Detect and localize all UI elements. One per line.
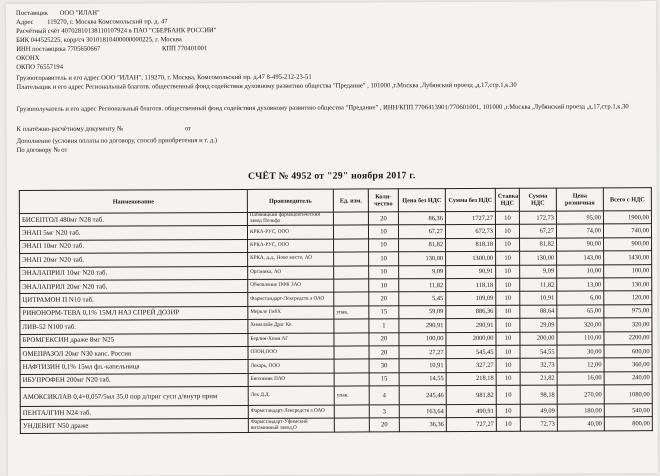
item-quantity: 20	[369, 418, 399, 432]
item-total: 540,00	[604, 404, 652, 418]
item-total: 320,00	[604, 318, 652, 332]
item-vat-rate: 10	[496, 385, 520, 404]
item-unit	[333, 225, 368, 239]
item-total: 800,00	[604, 417, 652, 431]
col-header-price: Цена без НДС	[398, 189, 445, 212]
item-price: 290,91	[399, 319, 446, 333]
address-line	[16, 18, 172, 27]
item-quantity: 1	[369, 319, 399, 333]
item-total: 1900,00	[603, 211, 651, 225]
item-vat-rate: 10	[496, 251, 520, 264]
item-unit	[334, 239, 369, 253]
item-price: 86,36	[398, 212, 445, 226]
col-header-total: Всего с НДС	[603, 188, 651, 211]
item-price: 11,82	[399, 279, 446, 293]
item-vat-sum: 54,55	[520, 345, 557, 359]
okonh-line: ОКОНХ	[16, 54, 40, 62]
item-price: 9,09	[399, 265, 446, 279]
item-sum: 981,82	[446, 385, 496, 404]
item-vat-rate: 10	[496, 238, 520, 251]
item-manufacturer: ОЗОН,ООО	[248, 346, 334, 360]
col-header-retail-price: Цена розничная	[556, 188, 603, 211]
item-total: 360,00	[604, 358, 652, 372]
item-unit: упак.	[334, 386, 369, 405]
item-retail-price: 65,00	[557, 305, 604, 319]
item-manufacturer: Фармстандарт-Уфимский витаминный завод,О	[248, 419, 334, 433]
item-name: ЭНАЛАПРИЛ 10мг N20 таб.	[20, 266, 248, 280]
addition-line: Дополнение (условия оплаты по договору, способ приобретения и т. д.)	[16, 137, 218, 145]
item-retail-price: 13,00	[557, 278, 604, 292]
item-manufacturer: Фармстандарт-Лексредств а ОАО	[248, 292, 334, 306]
item-retail-price: 10,00	[557, 264, 604, 278]
item-price: 100,00	[399, 332, 446, 346]
item-quantity: 10	[369, 279, 399, 293]
item-vat-rate: 10	[496, 265, 520, 278]
item-total: 900,00	[604, 237, 652, 251]
item-quantity: 20	[368, 212, 398, 226]
item-manufacturer: Хималайя Драг Ко.	[248, 319, 334, 333]
item-vat-rate: 10	[495, 225, 519, 238]
item-price: 67,27	[398, 225, 445, 239]
item-vat-sum: 11,82	[520, 278, 557, 292]
item-quantity: 30	[369, 359, 399, 373]
item-sum: 886,36	[446, 305, 496, 319]
item-vat-rate: 10	[496, 278, 520, 291]
item-sum: 109,09	[446, 292, 496, 306]
item-price: 10,91	[399, 359, 446, 373]
item-total: 100,00	[604, 264, 652, 278]
item-vat-sum: 130,00	[520, 251, 557, 265]
item-total: 600,00	[604, 345, 652, 359]
consignee-line: Грузополучатель и его адрес Региональный благотв. общественный фонд содействия духовному развитию общества "Предание" , ИНН/КПП 7706413901/770601001, 101000 ,г.Москва ,Лубянский проезд ,д.17,стр.1,к.30	[16, 103, 629, 113]
item-price: 81,82	[399, 238, 446, 252]
table-header-row	[19, 188, 651, 214]
address-value: 119270, г. Москва Комсомольский пр. д. 47	[47, 18, 168, 26]
item-unit	[334, 252, 369, 266]
item-total: 120,00	[604, 291, 652, 305]
invoice-title: СЧЁТ № 4952 от "29" ноября 2017 г.	[248, 170, 416, 182]
item-total: 130,00	[604, 278, 652, 292]
supplier-name: ООО "ИЛАН"	[59, 9, 100, 17]
item-quantity: 4	[369, 386, 399, 405]
item-name: БИСЕПТОЛ 480мг N28 таб.	[19, 212, 247, 226]
item-name: ЭНАП 5мг N20 таб.	[19, 226, 247, 240]
item-quantity: 20	[369, 346, 399, 360]
payer-line: Плательщик и его адрес Региональный благотв. общественный фонд содействия духовному развитию общества "Предание" , 101000 ,г.Москва ,Лубянский проезд ,д.17,стр.1,к.30	[16, 81, 517, 91]
inn-label: ИНН поставщика 7705650667	[16, 45, 101, 53]
item-unit	[334, 265, 369, 279]
item-vat-sum: 200,00	[520, 332, 557, 346]
item-quantity: 10	[369, 239, 399, 253]
supplier-label: Поставщик	[16, 9, 49, 17]
item-total: 740,00	[603, 224, 651, 238]
item-total: 975,00	[604, 304, 652, 318]
item-unit	[334, 319, 369, 333]
item-quantity: 15	[369, 306, 399, 320]
item-sum: 290,91	[446, 318, 496, 332]
item-unit	[334, 359, 369, 373]
item-retail-price: 74,00	[556, 224, 603, 238]
item-retail-price: 16,00	[557, 372, 604, 386]
item-vat-sum: 29,09	[520, 318, 557, 332]
item-sum: 727,27	[446, 418, 496, 432]
item-retail-price: 270,00	[557, 385, 604, 404]
item-price: 130,00	[399, 252, 446, 266]
item-retail-price: 40,00	[557, 417, 604, 431]
supplier-line	[16, 10, 104, 18]
item-vat-sum: 21,82	[520, 372, 557, 386]
item-manufacturer: Лек Д.Д.	[248, 386, 334, 405]
item-retail-price: 95,00	[556, 211, 603, 225]
item-retail-price: 110,00	[557, 331, 604, 345]
item-vat-rate: 10	[496, 305, 520, 318]
item-retail-price: 143,00	[557, 251, 604, 265]
col-header-quantity: Коли-чество	[368, 189, 398, 212]
item-name: НАФТИЗИН 0,1% 15мл фл.-капельница	[20, 360, 248, 374]
item-vat-sum: 9,09	[520, 265, 557, 279]
item-quantity: 10	[368, 225, 398, 239]
table-row	[20, 417, 652, 433]
item-unit	[333, 212, 368, 226]
item-manufacturer: Берлин-Хеми АГ	[248, 333, 334, 347]
item-price: 27,27	[399, 345, 446, 359]
col-header-unit: Ед. изм.	[333, 189, 368, 212]
item-quantity: 3	[369, 405, 399, 419]
item-manufacturer: Пабяницкий фармацевтический завод Польфа	[247, 212, 333, 226]
item-price: 5,45	[399, 292, 446, 306]
item-name: БРОМГЕКСИН драже 8мг N25	[20, 333, 248, 347]
item-name: ЭНАП 20мг N20 таб.	[20, 253, 248, 267]
item-sum: 327,27	[446, 359, 496, 373]
contract-line: По договору № от	[16, 146, 68, 154]
item-vat-sum: 98,18	[520, 385, 557, 404]
item-vat-rate: 10	[496, 332, 520, 345]
item-total: 1080,00	[604, 385, 652, 404]
item-name: РИНОНОРМ-ТЕВА 0,1% 15МЛ НАЗ СПРЕЙ ДОЗИР	[20, 306, 248, 320]
item-sum: 218,18	[446, 372, 496, 386]
item-total: 240,00	[604, 371, 652, 385]
item-retail-price: 320,00	[557, 318, 604, 332]
item-name: ИБУПРОФЕН 200мг N20 таб.	[20, 373, 248, 387]
item-vat-rate: 10	[496, 292, 520, 305]
item-sum: 1727,27	[445, 211, 495, 225]
item-sum: 118,18	[446, 278, 496, 292]
col-header-vat-sum: Сумма НДС	[519, 188, 556, 211]
col-header-name: Наименование	[19, 189, 247, 213]
item-name: ЦИТРАМОН П N10 таб.	[20, 293, 248, 307]
payment-doc-from: от	[184, 125, 191, 133]
payment-doc-label: К платёжно-расчётному документу №	[16, 125, 124, 133]
item-sum: 672,73	[445, 225, 495, 239]
item-name: ЛИВ-52 N100 таб.	[20, 320, 248, 334]
item-vat-sum: 172,73	[519, 211, 556, 225]
item-total: 1430,00	[604, 251, 652, 265]
payment-doc-line	[17, 125, 195, 134]
item-retail-price: 30,00	[557, 345, 604, 359]
item-quantity: 20	[369, 292, 399, 306]
address-label: Адрес	[16, 18, 34, 26]
item-vat-rate: 10	[496, 345, 520, 358]
item-retail-price: 90,00	[557, 238, 604, 252]
item-vat-sum: 32,73	[520, 358, 557, 372]
item-vat-sum: 88,64	[520, 305, 557, 319]
invoice-table	[19, 187, 653, 434]
col-header-sum: Сумма без НДС	[445, 188, 495, 211]
item-name: ЭНАП 10мг N20 таб.	[20, 239, 248, 253]
item-unit	[334, 405, 369, 419]
item-vat-sum: 81,82	[520, 238, 557, 252]
invoice-page	[6, 1, 658, 476]
item-unit	[334, 418, 369, 432]
okpo-line: ОКПО 76557194	[16, 63, 64, 71]
item-price: 36,36	[399, 418, 446, 432]
item-vat-sum: 72,73	[520, 418, 557, 432]
item-manufacturer: КРКА-РУС, ООО	[248, 239, 334, 253]
item-manufacturer: Лекарь, ООО	[248, 359, 334, 373]
item-unit: упак.	[334, 306, 369, 320]
item-vat-rate: 10	[496, 359, 520, 372]
item-retail-price: 6,00	[557, 291, 604, 305]
item-name: ЭНАЛАПРИЛ 20мг N20 таб.	[20, 279, 248, 293]
kpp-label: КПП 770401001	[161, 45, 208, 53]
item-sum: 818,18	[446, 238, 496, 252]
item-unit	[334, 332, 369, 346]
item-manufacturer: КРКА, д.д., Ново место, АО	[248, 252, 334, 266]
inn-kpp-line	[16, 45, 211, 54]
item-unit	[334, 373, 369, 387]
item-quantity: 10	[369, 265, 399, 279]
item-price: 14,55	[399, 372, 446, 386]
item-sum: 90,91	[446, 265, 496, 279]
item-quantity: 10	[369, 252, 399, 266]
bik-line: БИК 044525225, корр/сч 30101810400000000225, г. Москва	[16, 36, 182, 44]
item-vat-rate: 10	[496, 318, 520, 331]
item-vat-rate: 10	[495, 211, 519, 224]
item-name: ОМЕПРАЗОЛ 20мг N30 капс. Россия	[20, 346, 248, 360]
item-manufacturer: Обновление ПФК ЗАО	[248, 279, 334, 293]
item-manufacturer: КРКА-РУС, ООО	[247, 225, 333, 239]
col-header-manufacturer: Производитель	[247, 189, 333, 212]
item-unit	[334, 292, 369, 306]
item-manufacturer: Органика, АО	[248, 266, 334, 280]
item-sum: 1300,00	[446, 252, 496, 266]
item-vat-rate: 10	[496, 418, 520, 431]
item-retail-price: 12,00	[557, 358, 604, 372]
item-unit	[334, 279, 369, 293]
item-name: УНДЕВИТ N50 драже	[20, 419, 248, 433]
item-name: ПЕНТАЛГИН N24 таб.	[20, 406, 248, 420]
item-sum: 545,45	[446, 345, 496, 359]
item-manufacturer: Мерклe ГмбХ	[248, 306, 334, 320]
account-line: Расчётный счёт 40702810138110107924 в ПАО "СБЕРБАНК РОССИИ"	[16, 27, 217, 35]
item-manufacturer: Фармстандарт-Лексредств а ОАО	[248, 405, 334, 419]
item-total: 2200,00	[604, 331, 652, 345]
item-manufacturer: Биохимик ПАО	[248, 373, 334, 387]
item-name: АМОКСИКЛАВ 0,4+0,057/5мл 35,0 пор д/приг сусп д/внутр прим	[20, 387, 248, 407]
item-sum: 490,91	[446, 404, 496, 418]
item-retail-price: 180,00	[557, 404, 604, 418]
item-vat-rate: 10	[496, 372, 520, 385]
col-header-vat-rate: Ставка НДС	[495, 188, 519, 211]
item-vat-rate: 10	[496, 404, 520, 417]
item-sum: 2000,00	[446, 332, 496, 346]
item-unit	[334, 346, 369, 360]
item-quantity: 15	[369, 372, 399, 386]
item-vat-sum: 49,09	[520, 404, 557, 418]
item-price: 59,09	[399, 305, 446, 319]
item-price: 163,64	[399, 405, 446, 419]
item-quantity: 20	[369, 332, 399, 346]
item-vat-sum: 10,91	[520, 291, 557, 305]
item-vat-sum: 67,27	[519, 224, 556, 238]
shipper-line: Грузоотправитель и его адрес ООО "ИЛАН", 119270, г. Москва, Комсомольский пр. д.47 8-495-212-23-51	[16, 73, 312, 82]
item-price: 245,46	[399, 386, 446, 405]
